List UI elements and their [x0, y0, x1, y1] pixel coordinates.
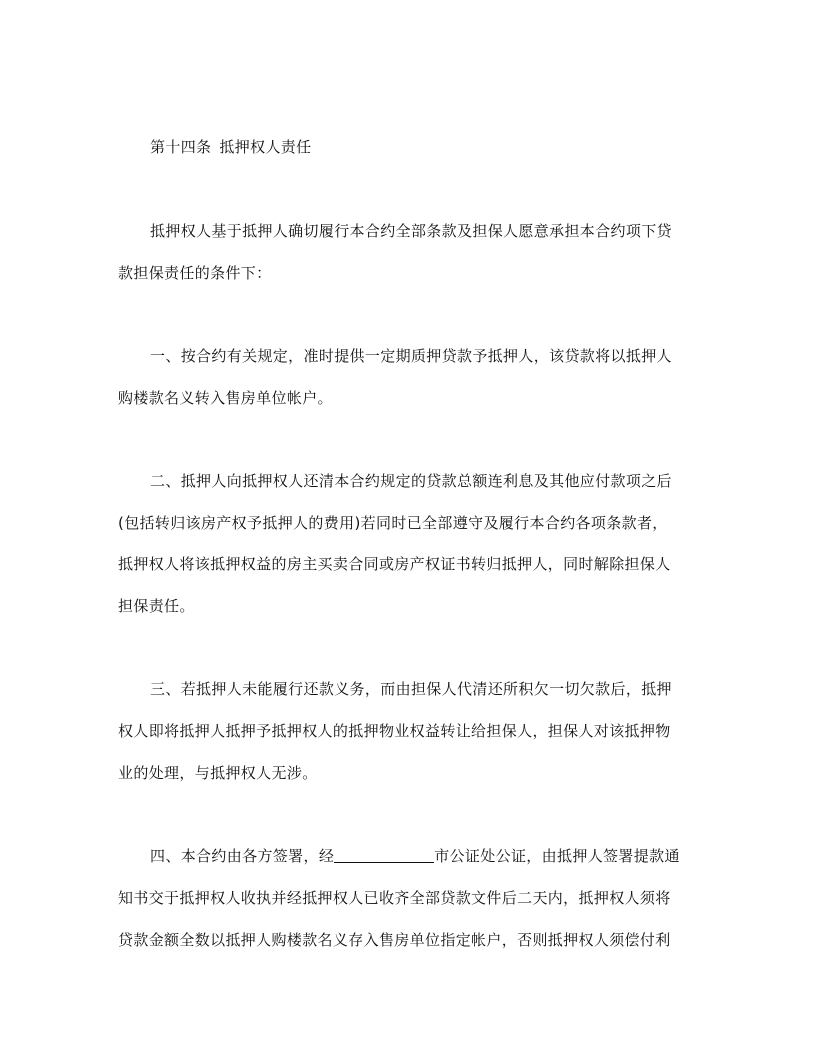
item-4-line-2: 知书交于抵押权人收执并经抵押权人已收齐全部贷款文件后二天内，抵押权人须将 [118, 889, 671, 907]
item-4-text-before-blank: 四、本合约由各方签署，经 [150, 847, 335, 865]
item-3-line-2: 权人即将抵押人抵押予抵押权人的抵押物业权益转让给担保人，担保人对该抵押物 [118, 722, 671, 740]
item-2-line-4: 担保责任。 [118, 597, 195, 615]
item-4-text-after-blank: 市公证处公证，由抵押人签署提款通 [434, 847, 680, 865]
item-1-line-1: 一、按合约有关规定，准时提供一定期质押贷款予抵押人，该贷款将以抵押人 [150, 347, 672, 365]
notary-city-blank[interactable] [334, 846, 434, 863]
section-heading [150, 133, 703, 161]
intro-line-2: 款担保责任的条件下： [118, 264, 272, 282]
item-1-line-2: 购楼款名义转入售房单位帐户。 [118, 389, 333, 407]
section-title: 抵押权人责任 [219, 138, 312, 156]
item-3-line-1: 三、若抵押人未能履行还款义务，而由担保人代清还所积欠一切欠款后，抵押 [150, 680, 672, 698]
item-2-line-1: 二、抵押人向抵押权人还清本合约规定的贷款总额连利息及其他应付款项之后 [150, 472, 672, 490]
intro-line-1: 抵押权人基于抵押人确切履行本合约全部条款及担保人愿意承担本合约项下贷 [150, 222, 672, 240]
item-4-line-1 [150, 842, 703, 870]
section-number: 第十四条 [150, 138, 212, 156]
item-4-line-3: 贷款金额全数以抵押人购楼款名义存入售房单位指定帐户，否则抵押权人须偿付利 [118, 931, 671, 949]
item-3-line-3: 业的处理，与抵押权人无涉。 [118, 764, 318, 782]
item-2-line-2: (包括转归该房产权予抵押人的费用)若同时已全部遵守及履行本合约各项条款者， [118, 514, 668, 532]
item-2-line-3: 抵押权人将该抵押权益的房主买卖合同或房产权证书转归抵押人，同时解除担保人 [118, 555, 671, 573]
